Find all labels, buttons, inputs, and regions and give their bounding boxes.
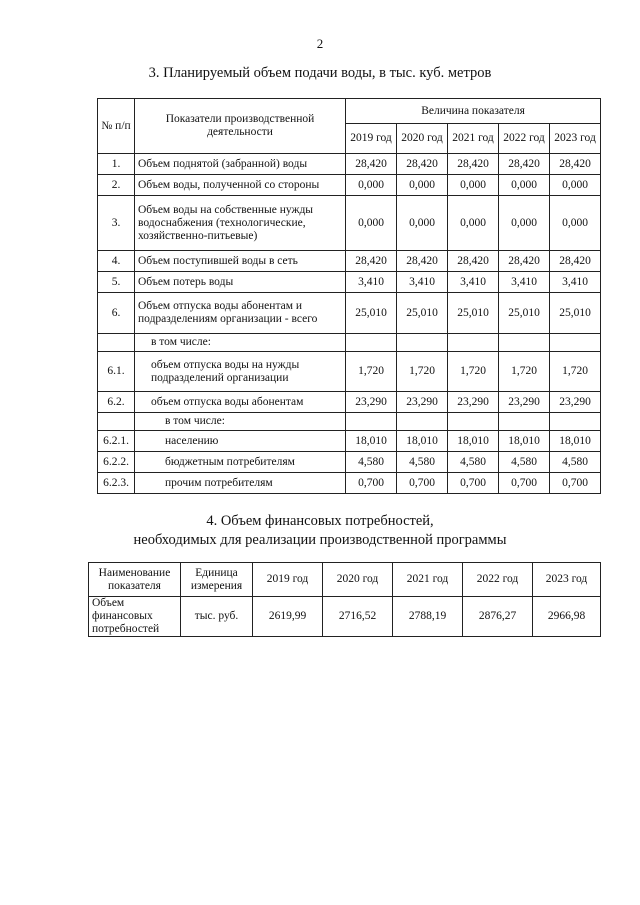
row-number: 5. [98, 272, 135, 293]
row-value: 1,720 [397, 352, 448, 392]
financial-value: 2716,52 [323, 597, 393, 637]
row-value: 0,000 [448, 175, 499, 196]
row-value: 18,010 [346, 431, 397, 452]
row-value: 25,010 [448, 293, 499, 334]
row-value: 18,010 [550, 431, 601, 452]
value-group-header: Величина показателя [346, 99, 601, 124]
financial-value: 2876,27 [463, 597, 533, 637]
year-header: 2023 год [550, 124, 601, 154]
year-header: 2019 год [253, 563, 323, 597]
row-label: Объем потерь воды [135, 272, 346, 293]
year-header: 2020 год [397, 124, 448, 154]
row-value: 23,290 [346, 392, 397, 413]
row-value: 1,720 [448, 352, 499, 392]
table-row [98, 272, 601, 293]
row-value: 28,420 [397, 154, 448, 175]
row-value: 0,000 [499, 196, 550, 251]
row-label: Объем поднятой (забранной) воды [135, 154, 346, 175]
row-label: прочим потребителям [135, 473, 346, 494]
row-value: 0,000 [397, 175, 448, 196]
financial-value: 2788,19 [393, 597, 463, 637]
row-value: 0,700 [397, 473, 448, 494]
row-value: 3,410 [346, 272, 397, 293]
water-supply-table [97, 98, 601, 494]
row-value: 23,290 [397, 392, 448, 413]
row-value [448, 334, 499, 352]
row-label: бюджетным потребителям [135, 452, 346, 473]
row-value: 28,420 [346, 154, 397, 175]
row-value: 18,010 [448, 431, 499, 452]
row-value: 25,010 [550, 293, 601, 334]
row-value: 1,720 [346, 352, 397, 392]
section-4-title-line1: 4. Объем финансовых потребностей, [206, 513, 434, 529]
row-label: в том числе: [135, 413, 346, 431]
row-value: 4,580 [346, 452, 397, 473]
year-header: 2023 год [533, 563, 601, 597]
row-value [448, 413, 499, 431]
year-header: 2021 год [393, 563, 463, 597]
row-value: 28,420 [550, 251, 601, 272]
row-value: 0,700 [346, 473, 397, 494]
row-value: 3,410 [550, 272, 601, 293]
row-value: 23,290 [499, 392, 550, 413]
table-row [98, 473, 601, 494]
col-num-header: № п/п [98, 99, 135, 154]
table-row [98, 334, 601, 352]
row-value [499, 413, 550, 431]
row-value: 28,420 [499, 251, 550, 272]
row-value: 28,420 [499, 154, 550, 175]
row-label: Объем воды, полученной со стороны [135, 175, 346, 196]
row-number: 6.2. [98, 392, 135, 413]
row-label: в том числе: [135, 334, 346, 352]
row-label: Объем воды на собственные нужды водоснабжения (технологические, хозяйственно-питьевые) [135, 196, 346, 251]
row-value: 1,720 [499, 352, 550, 392]
year-header: 2022 год [463, 563, 533, 597]
row-value [346, 334, 397, 352]
row-number: 6. [98, 293, 135, 334]
year-header: 2019 год [346, 124, 397, 154]
row-value: 1,720 [550, 352, 601, 392]
row-value: 3,410 [499, 272, 550, 293]
row-value: 25,010 [346, 293, 397, 334]
row-number: 1. [98, 154, 135, 175]
row-value: 28,420 [448, 251, 499, 272]
table-row [98, 293, 601, 334]
row-number: 2. [98, 175, 135, 196]
row-value: 4,580 [550, 452, 601, 473]
financial-value: 2619,99 [253, 597, 323, 637]
row-number [98, 413, 135, 431]
table-row [98, 413, 601, 431]
row-label: Объем поступившей воды в сеть [135, 251, 346, 272]
row-value: 18,010 [397, 431, 448, 452]
table-row [98, 431, 601, 452]
row-value: 25,010 [397, 293, 448, 334]
financial-row-name: Объем финансовых потребностей [89, 597, 181, 637]
row-value: 4,580 [448, 452, 499, 473]
table-row [98, 251, 601, 272]
table-row [98, 196, 601, 251]
row-value: 18,010 [499, 431, 550, 452]
row-value [397, 334, 448, 352]
section-4-title [0, 512, 640, 550]
row-number: 6.2.2. [98, 452, 135, 473]
row-value: 0,000 [550, 196, 601, 251]
row-value: 0,000 [346, 175, 397, 196]
row-label: объем отпуска воды на нужды подразделений организации [135, 352, 346, 392]
row-value: 0,700 [448, 473, 499, 494]
table-row [98, 452, 601, 473]
row-label: Объем отпуска воды абонентам и подразделениям организации - всего [135, 293, 346, 334]
row-number: 6.2.1. [98, 431, 135, 452]
row-value: 0,000 [550, 175, 601, 196]
financial-header-row [89, 563, 601, 597]
row-value: 3,410 [448, 272, 499, 293]
row-number: 6.2.3. [98, 473, 135, 494]
row-value: 25,010 [499, 293, 550, 334]
row-number: 6.1. [98, 352, 135, 392]
row-value: 0,000 [448, 196, 499, 251]
col-indicators-header: Показатели производственной деятельности [135, 99, 346, 154]
row-value: 28,420 [397, 251, 448, 272]
row-value: 0,000 [499, 175, 550, 196]
financial-row-unit: тыс. руб. [181, 597, 253, 637]
row-value [499, 334, 550, 352]
row-value [550, 334, 601, 352]
row-value: 23,290 [448, 392, 499, 413]
row-value: 4,580 [499, 452, 550, 473]
row-value [397, 413, 448, 431]
row-value: 0,000 [397, 196, 448, 251]
row-number: 3. [98, 196, 135, 251]
row-label: населению [135, 431, 346, 452]
col-unit-header: Единица измерения [181, 563, 253, 597]
water-supply-table-body [98, 154, 601, 494]
col-name-header: Наименование показателя [89, 563, 181, 597]
year-header: 2022 год [499, 124, 550, 154]
table-row [98, 175, 601, 196]
year-header: 2021 год [448, 124, 499, 154]
table-row [98, 352, 601, 392]
row-value: 0,000 [346, 196, 397, 251]
row-value [346, 413, 397, 431]
table-row [98, 392, 601, 413]
row-value: 28,420 [448, 154, 499, 175]
row-label: объем отпуска воды абонентам [135, 392, 346, 413]
section-3-title: 3. Планируемый объем подачи воды, в тыс. куб. метров [148, 65, 492, 81]
row-value: 0,700 [550, 473, 601, 494]
row-value: 0,700 [499, 473, 550, 494]
row-number [98, 334, 135, 352]
financial-row [89, 597, 601, 637]
year-header: 2020 год [323, 563, 393, 597]
financial-needs-table [88, 562, 601, 637]
financial-value: 2966,98 [533, 597, 601, 637]
row-number: 4. [98, 251, 135, 272]
page-number: 2 [316, 36, 324, 51]
row-value: 23,290 [550, 392, 601, 413]
section-4-title-line2: необходимых для реализации производственной программы [133, 532, 507, 548]
table-row [98, 154, 601, 175]
row-value: 3,410 [397, 272, 448, 293]
row-value: 28,420 [346, 251, 397, 272]
row-value [550, 413, 601, 431]
row-value: 4,580 [397, 452, 448, 473]
row-value: 28,420 [550, 154, 601, 175]
